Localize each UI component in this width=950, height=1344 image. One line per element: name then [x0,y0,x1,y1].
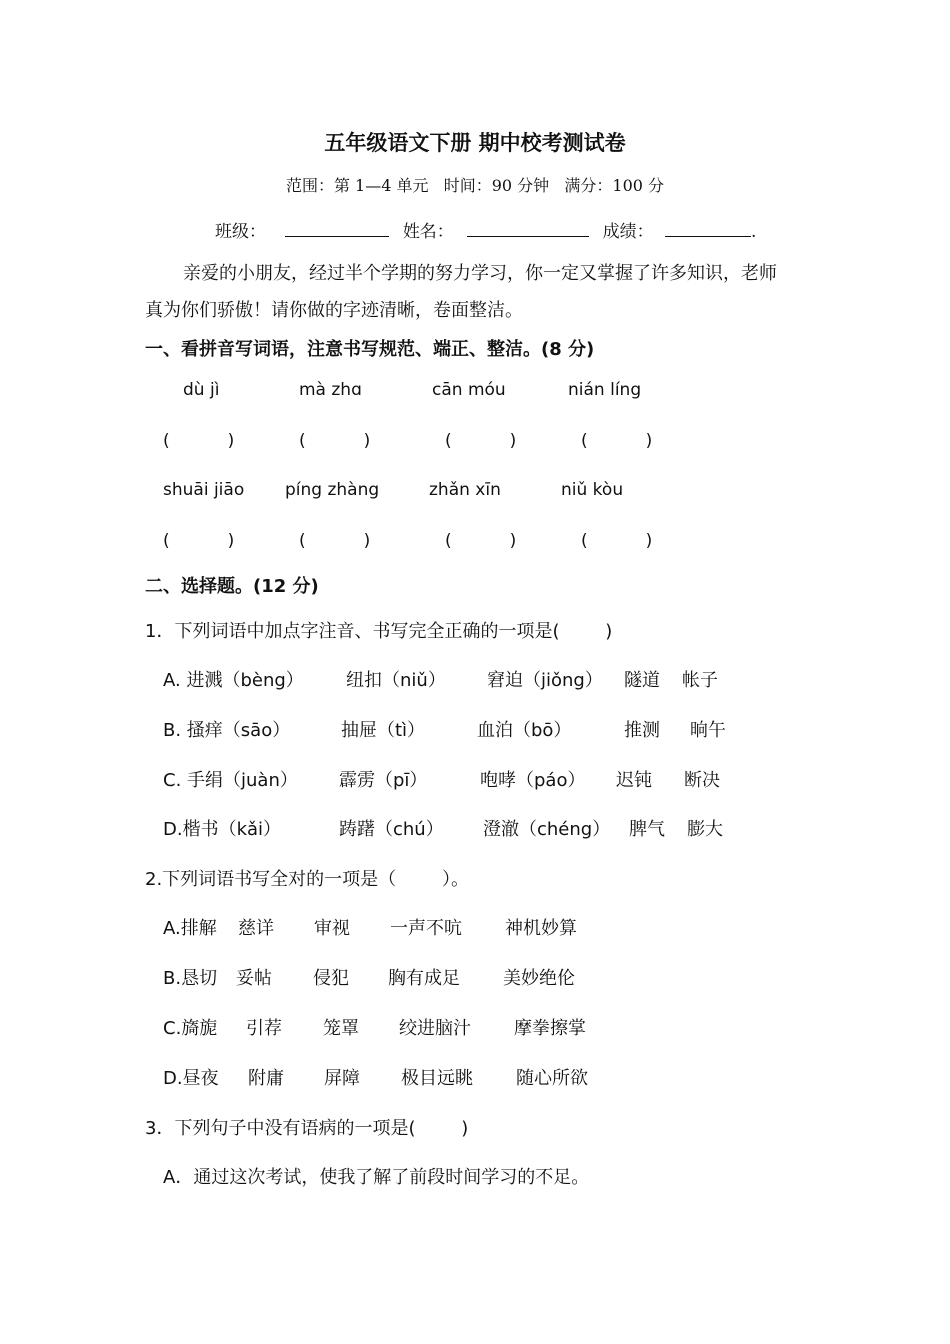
q2-option-c-1: C.旖旎 [163,1018,218,1039]
q2-option-c-4: 绞进脑汁 [399,1018,471,1039]
answer-bracket[interactable]: ( ) [299,431,371,451]
q1-option-b-3: 血泊（bō） [477,720,572,741]
pinyin-item: dù jì [183,380,220,400]
exam-meta: 范围：第 1—4 单元 时间：90 分钟 满分：100 分 [285,176,665,195]
q1-option-d-2: 踌躇（chú） [339,819,444,840]
q2-option-d-3: 屏障 [324,1068,360,1089]
info-end-dot: . [751,222,757,242]
q2-option-b-1: B.恳切 [163,968,218,989]
q1-option-a-1: A. 进溅（bèng） [163,670,304,691]
class-label: 班级： [215,222,266,242]
pinyin-item: shuāi jiāo [163,480,245,500]
q1-option-b-5: 晌午 [690,720,726,741]
q1-option-c-2: 霹雳（pī） [339,770,428,791]
pinyin-item: nián líng [568,380,642,400]
q1-option-b-4: 推测 [624,720,660,741]
q2-option-b-5: 美妙绝伦 [503,968,575,989]
q1-option-d-3: 澄澈（chéng） [483,819,611,840]
q2-option-d-4: 极目远眺 [401,1068,473,1089]
q2-option-d-5: 随心所欲 [516,1068,588,1089]
q2-option-c-3: 笼罩 [323,1018,359,1039]
name-label: 姓名： [402,222,454,242]
q3-option-a: A．通过这次考试，使我了解了前段时间学习的不足。 [163,1167,590,1188]
q2-option-a-4: 一声不吭 [390,918,462,939]
answer-bracket[interactable]: ( ) [163,431,235,451]
q2-option-c-2: 引荐 [246,1018,282,1039]
q2-option-b-4: 胸有成足 [388,968,460,989]
q1-option-b-1: B. 搔痒（sāo） [163,720,291,741]
pinyin-item: píng zhàng [285,480,380,500]
answer-bracket[interactable]: ( ) [445,531,517,551]
q1-option-a-3: 窘迫（jiǒng） [487,670,603,691]
student-info-line [215,217,756,242]
pinyin-item: zhǎn xīn [429,480,501,500]
score-label: 成绩： [602,222,654,242]
q1-option-a-4: 隧道 [624,670,660,691]
q1-option-c-4: 迟钝 [616,770,652,791]
q2-option-a-3: 审视 [314,918,350,939]
answer-bracket[interactable]: ( ) [163,531,235,551]
page-title: 五年级语文下册 期中校考测试卷 [324,130,626,155]
intro-line-2: 真为你们骄傲！请你做的字迹清晰，卷面整洁。 [145,300,523,321]
answer-bracket[interactable]: ( ) [299,531,371,551]
q1-option-d-4: 脾气 [629,819,665,840]
pinyin-item: cān móu [432,380,506,400]
question-2-stem: 2.下列词语书写全对的一项是（ ）。 [145,869,469,890]
name-blank[interactable] [467,218,589,237]
pinyin-item: niǔ kòu [561,480,624,500]
answer-bracket[interactable]: ( ) [445,431,517,451]
q2-option-a-1: A.排解 [163,918,217,939]
q2-option-b-3: 侵犯 [313,968,349,989]
q1-option-c-3: 咆哮（páo） [480,770,586,791]
question-1-stem: 1．下列词语中加点字注音、书写完全正确的一项是( ) [145,621,613,642]
section1-title: 一、看拼音写词语，注意书写规范、端正、整洁。(8 分) [145,339,595,360]
q1-option-d-5: 膨大 [687,819,723,840]
q2-option-d-1: D.昼夜 [163,1068,219,1089]
q1-option-c-5: 断决 [684,770,720,791]
score-blank[interactable] [665,218,751,237]
q2-option-c-5: 摩拳擦掌 [514,1018,586,1039]
answer-bracket[interactable]: ( ) [581,431,653,451]
class-blank[interactable] [285,218,389,237]
section2-title: 二、选择题。(12 分) [145,576,319,597]
q1-option-d-1: D.楷书（kǎi） [163,819,282,840]
q2-option-a-5: 神机妙算 [505,918,577,939]
q2-option-b-2: 妥帖 [236,968,272,989]
pinyin-item: mà zhɑ [299,380,362,400]
q1-option-c-1: C. 手绢（juàn） [163,770,298,791]
question-3-stem: 3．下列句子中没有语病的一项是( ) [145,1118,469,1139]
answer-bracket[interactable]: ( ) [581,531,653,551]
q2-option-d-2: 附庸 [248,1068,284,1089]
q1-option-b-2: 抽屉（tì） [341,720,426,741]
q1-option-a-2: 纽扣（niǔ） [346,670,446,691]
q2-option-a-2: 慈详 [238,918,274,939]
intro-line-1: 亲爱的小朋友，经过半个学期的努力学习，你一定又掌握了许多知识，老师 [183,263,777,284]
q1-option-a-5: 帐子 [682,670,718,691]
